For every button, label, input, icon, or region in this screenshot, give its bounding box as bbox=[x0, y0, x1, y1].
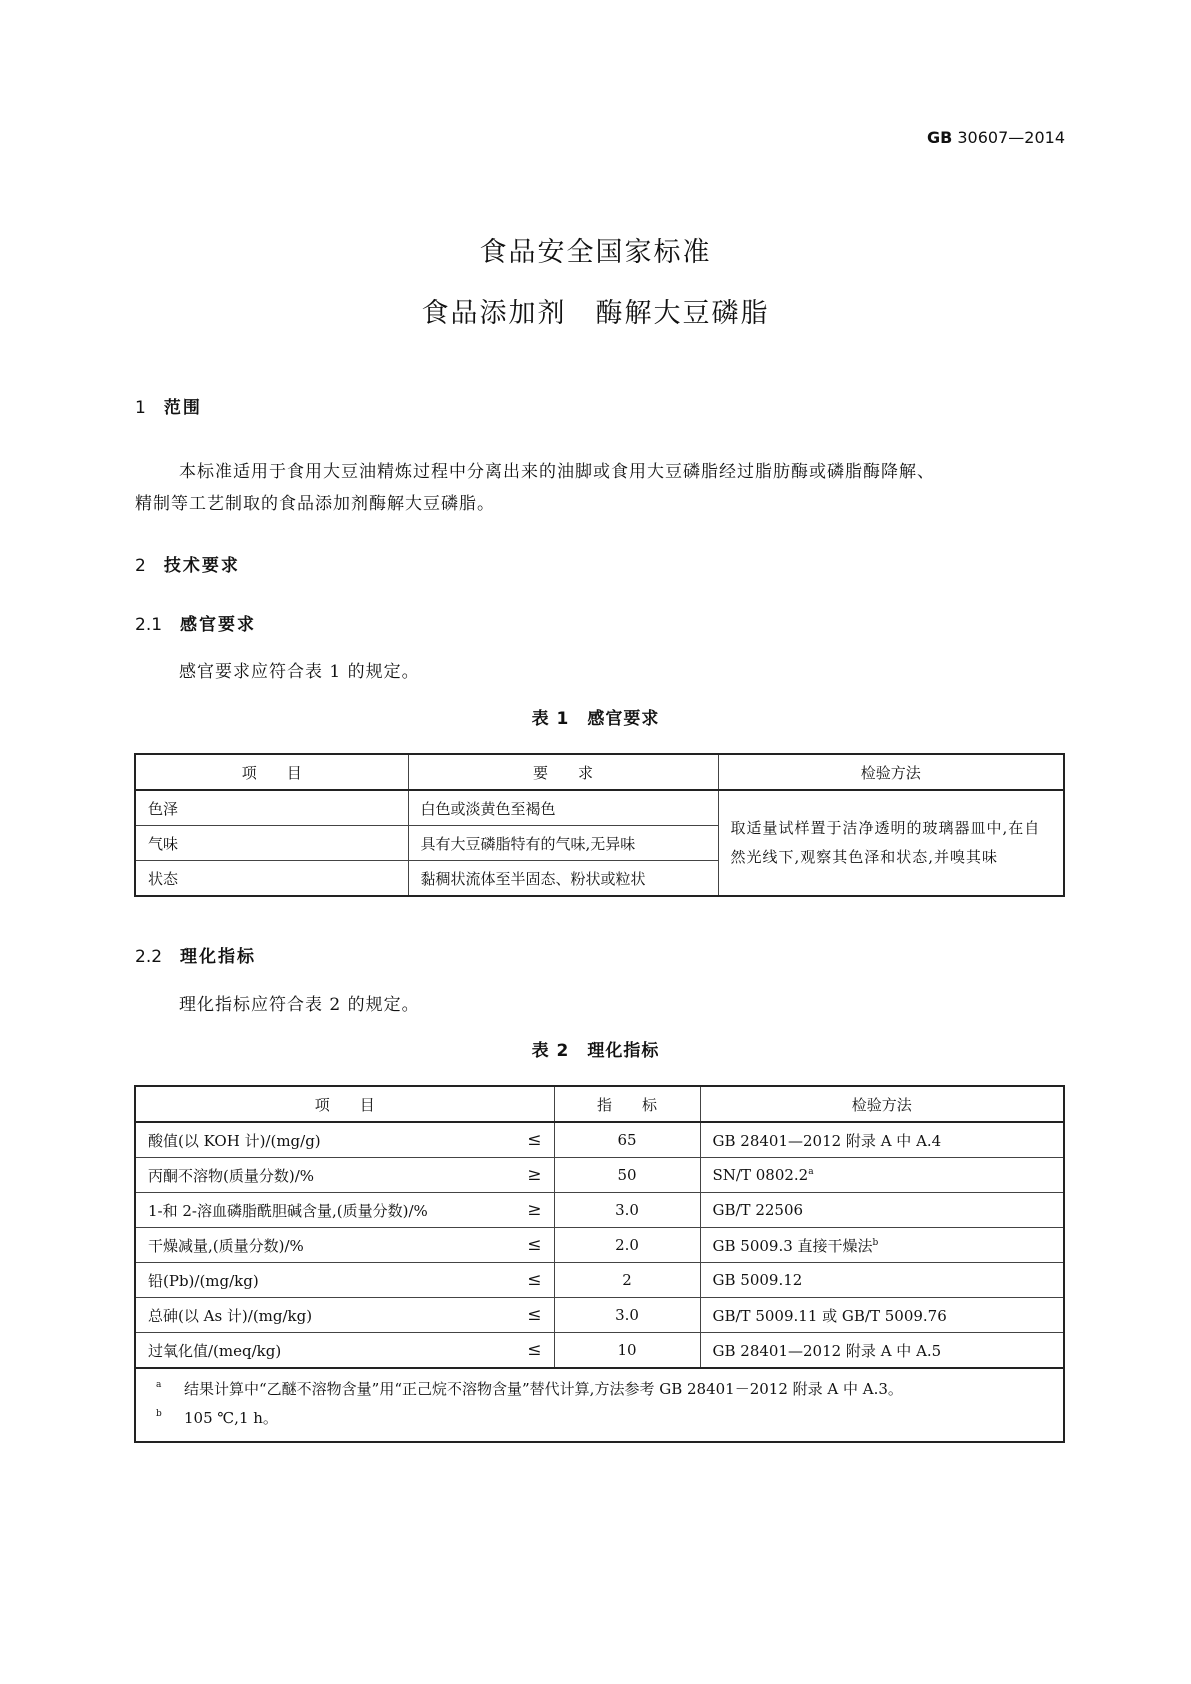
cell-method: GB/T 5009.11 或 GB/T 5009.76 bbox=[700, 1298, 1064, 1333]
table-row bbox=[135, 1122, 1064, 1158]
cell-requirement: 白色或淡黄色至褐色 bbox=[408, 790, 718, 826]
cell-item: 状态 bbox=[135, 861, 408, 897]
table-1-sensory bbox=[134, 753, 1065, 897]
comparison-operator: ≥ bbox=[527, 1164, 542, 1185]
cell-value: 50 bbox=[554, 1158, 700, 1193]
table-2-caption: 表 2 理化指标 bbox=[531, 1041, 660, 1061]
cell-requirement: 黏稠状流体至半固态、粉状或粒状 bbox=[408, 861, 718, 897]
table-row bbox=[135, 1298, 1064, 1333]
cell-method: GB 28401—2012 附录 A 中 A.5 bbox=[700, 1333, 1064, 1369]
cell-item: 气味 bbox=[135, 826, 408, 861]
table-1-header-method: 检验方法 bbox=[718, 754, 1064, 790]
section-2-heading: 2 技术要求 bbox=[135, 556, 240, 576]
footnote-a: a 结果计算中“乙醚不溶物含量”用“正己烷不溶物含量”替代计算,方法参考 GB 28401－2012 附录 A 中 A.3。 bbox=[156, 1380, 903, 1398]
cell-method: SN/T 0802.2$^a$ bbox=[700, 1158, 1064, 1193]
cell-value: 65 bbox=[554, 1122, 700, 1158]
cell-item: 过氧化值/(meq/kg) ≤ bbox=[135, 1333, 554, 1369]
table-1-caption: 表 1 感官要求 bbox=[531, 709, 660, 729]
cell-method: 取适量试样置于洁净透明的玻璃器皿中,在自然光线下,观察其色泽和状态,并嗅其味 bbox=[718, 790, 1064, 896]
comparison-operator: ≤ bbox=[527, 1304, 542, 1325]
table-2-header-index: 指 标 bbox=[554, 1086, 700, 1122]
comparison-operator: ≤ bbox=[527, 1339, 542, 1360]
table-row bbox=[135, 790, 1064, 826]
cell-item: 丙酮不溶物(质量分数)/% ≥ bbox=[135, 1158, 554, 1193]
comparison-operator: ≤ bbox=[527, 1269, 542, 1290]
table-row bbox=[135, 1333, 1064, 1369]
cell-value: 2.0 bbox=[554, 1228, 700, 1263]
table-row bbox=[135, 1228, 1064, 1263]
cell-item: 酸值(以 KOH 计)/(mg/g) ≤ bbox=[135, 1122, 554, 1158]
cell-item: 1-和 2-溶血磷脂酰胆碱含量,(质量分数)/% ≥ bbox=[135, 1193, 554, 1228]
cell-method: GB/T 22506 bbox=[700, 1193, 1064, 1228]
table-1-header-item: 项 目 bbox=[135, 754, 408, 790]
table-row bbox=[135, 1158, 1064, 1193]
table-row bbox=[135, 1193, 1064, 1228]
comparison-operator: ≤ bbox=[527, 1234, 542, 1255]
section-1-paragraph-line1: 本标准适用于食用大豆油精炼过程中分离出来的油脚或食用大豆磷脂经过脂肪酶或磷脂酶降解、 bbox=[179, 462, 935, 482]
cell-method: GB 5009.12 bbox=[700, 1263, 1064, 1298]
cell-value: 3.0 bbox=[554, 1193, 700, 1228]
section-2-2-heading: 2.2 理化指标 bbox=[135, 947, 257, 967]
table-2-physicochemical bbox=[134, 1085, 1065, 1443]
section-2-1-text: 感官要求应符合表 1 的规定。 bbox=[179, 662, 420, 682]
standard-number: GB 30607—2014 bbox=[926, 128, 1065, 147]
table-2-footnotes bbox=[135, 1368, 1064, 1442]
document-subtitle: 食品添加剂 酶解大豆磷脂 bbox=[421, 298, 770, 329]
comparison-operator: ≤ bbox=[527, 1129, 542, 1150]
table-2-header-item: 项 目 bbox=[135, 1086, 554, 1122]
cell-item: 铅(Pb)/(mg/kg) ≤ bbox=[135, 1263, 554, 1298]
section-2-1-heading: 2.1 感官要求 bbox=[135, 615, 257, 635]
cell-value: 3.0 bbox=[554, 1298, 700, 1333]
section-2-2-text: 理化指标应符合表 2 的规定。 bbox=[179, 995, 420, 1015]
cell-item: 总砷(以 As 计)/(mg/kg) ≤ bbox=[135, 1298, 554, 1333]
footnote-b: b 105 ℃,1 h。 bbox=[156, 1409, 278, 1427]
cell-method: GB 28401—2012 附录 A 中 A.4 bbox=[700, 1122, 1064, 1158]
table-row bbox=[135, 1263, 1064, 1298]
section-1-paragraph-line2: 精制等工艺制取的食品添加剂酶解大豆磷脂。 bbox=[135, 494, 495, 514]
cell-method: GB 5009.3 直接干燥法$^b$ bbox=[700, 1228, 1064, 1263]
document-title: 食品安全国家标准 bbox=[479, 237, 712, 268]
cell-value: 10 bbox=[554, 1333, 700, 1369]
cell-requirement: 具有大豆磷脂特有的气味,无异味 bbox=[408, 826, 718, 861]
cell-item: 干燥减量,(质量分数)/% ≤ bbox=[135, 1228, 554, 1263]
cell-item: 色泽 bbox=[135, 790, 408, 826]
comparison-operator: ≥ bbox=[527, 1199, 542, 1220]
table-2-header-method: 检验方法 bbox=[700, 1086, 1064, 1122]
cell-value: 2 bbox=[554, 1263, 700, 1298]
table-1-header-requirement: 要 求 bbox=[408, 754, 718, 790]
section-1-heading: 1 范围 bbox=[135, 398, 202, 418]
